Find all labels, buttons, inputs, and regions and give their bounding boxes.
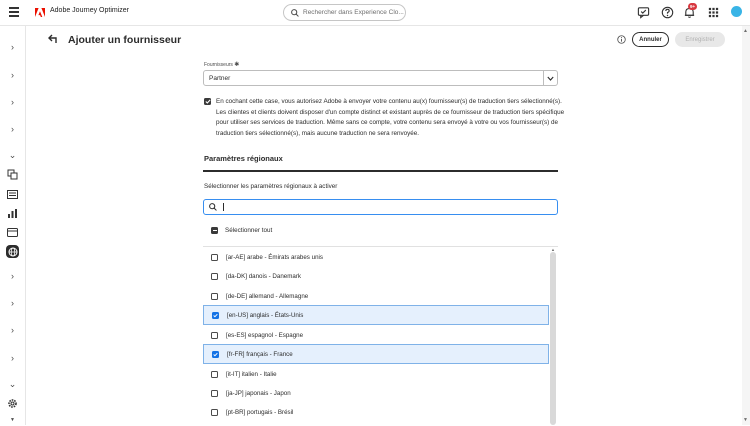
user-avatar[interactable] (731, 6, 742, 17)
rail-chevron-right-icon[interactable]: › (11, 352, 14, 363)
locale-label: [da-DK] danois - Danemark (226, 272, 301, 280)
page-scrollbar[interactable] (742, 26, 750, 425)
save-button[interactable]: Enregistrer (675, 32, 725, 47)
reports-chart-icon[interactable] (6, 207, 19, 220)
rail-chevron-right-icon[interactable]: › (11, 41, 14, 52)
info-icon[interactable] (617, 35, 626, 44)
required-mark: ✱ (234, 62, 240, 68)
rail-chevron-right-icon[interactable]: › (11, 270, 14, 281)
locale-label: [ar-AE] arabe - Émirats arabes unis (226, 253, 323, 261)
locale-select-prompt: Sélectionner les paramètres régionaux à activer (204, 183, 338, 190)
select-all-label[interactable]: Sélectionner tout (225, 227, 273, 234)
locale-checkbox[interactable] (211, 273, 218, 280)
apps-grid-icon[interactable] (707, 6, 720, 19)
locale-checkbox[interactable] (211, 390, 218, 397)
page-scroll-up-icon[interactable]: ▲ (743, 28, 748, 34)
locale-checkbox[interactable] (211, 293, 218, 300)
provider-picker[interactable] (203, 70, 558, 86)
search-placeholder: Rechercher dans Experience Clo... (303, 9, 404, 16)
locale-label: [pt-BR] portugais - Brésil (226, 408, 294, 416)
rail-chevron-right-icon[interactable]: › (11, 297, 14, 308)
app-name[interactable]: Adobe Journey Optimizer (50, 7, 129, 14)
translation-globe-icon[interactable] (6, 245, 19, 258)
search-icon (291, 9, 299, 17)
cancel-button[interactable]: Annuler (632, 32, 669, 47)
rail-chevron-right-icon[interactable]: › (11, 123, 14, 134)
checkmark-icon (213, 352, 218, 357)
rail-chevron-right-icon[interactable]: › (11, 96, 14, 107)
list-item[interactable] (203, 286, 549, 306)
locale-list-scrollbar[interactable] (550, 252, 556, 425)
chevron-down-icon[interactable] (543, 71, 557, 85)
locale-label: [fr-FR] français - France (227, 350, 293, 358)
list-item[interactable] (203, 402, 549, 422)
locale-label: [it-IT] italien - Italie (226, 370, 277, 378)
locale-checkbox[interactable] (211, 371, 218, 378)
top-bar (0, 0, 750, 26)
list-item[interactable] (203, 383, 549, 403)
search-icon (209, 203, 217, 211)
back-arrow-icon[interactable] (48, 34, 60, 44)
page-title: Ajouter un fournisseur (68, 34, 182, 46)
fragments-icon[interactable] (6, 188, 19, 201)
feedback-icon[interactable] (637, 6, 650, 19)
settings-gear-icon[interactable] (6, 397, 19, 410)
list-item[interactable] (203, 247, 549, 267)
providers-label-text: Fournisseurs (204, 62, 233, 68)
hamburger-menu-icon[interactable] (9, 7, 19, 17)
rail-chevron-down-icon[interactable]: ⌄ (8, 379, 17, 389)
content-templates-icon[interactable] (6, 168, 19, 181)
consent-text: En cochant cette case, vous autorisez Adobe à envoyer votre contenu au(x) fournisseur(s) de traduction tiers sélectionné(s). Les clientes et clients doivent disposer d'un compte distinct et existant auprès de ce fournisseur de traduction tiers spécifique pour utiliser ses services de traduction. Même sans ce compte, votre contenu sera envoyé à votre ou vos fournisseur(s) de traduction tiers sélectionné(s), mais aucune traduction ne sera renvoyée. (216, 98, 565, 137)
adobe-logo-icon[interactable] (35, 8, 45, 18)
channels-icon[interactable] (6, 226, 19, 239)
rail-chevron-down-icon[interactable]: ⌄ (8, 150, 17, 160)
provider-picker-value: Partner (209, 75, 231, 82)
locale-checkbox[interactable] (212, 351, 219, 358)
left-rail (0, 26, 26, 425)
select-all-checkbox[interactable] (211, 227, 218, 234)
locale-checkbox[interactable] (211, 254, 218, 261)
locale-checkbox[interactable] (212, 312, 219, 319)
consent-checkbox[interactable] (204, 98, 211, 105)
list-item[interactable] (203, 305, 549, 325)
locale-label: [ja-JP] japonais - Japon (226, 389, 291, 397)
global-search[interactable] (283, 4, 406, 21)
locale-list (203, 246, 558, 425)
help-icon[interactable] (661, 6, 674, 19)
rail-chevron-right-icon[interactable]: › (11, 324, 14, 335)
locale-checkbox[interactable] (211, 332, 218, 339)
section-divider (203, 170, 558, 172)
list-item[interactable] (203, 364, 549, 384)
locale-label: [en-US] anglais - États-Unis (227, 311, 304, 319)
regional-section-title: Paramètres régionaux (204, 154, 283, 163)
list-item[interactable] (203, 266, 549, 286)
list-item[interactable] (203, 325, 549, 345)
locale-checkbox[interactable] (211, 409, 218, 416)
checkmark-icon (205, 99, 211, 104)
providers-field-label (204, 61, 239, 68)
page-scroll-down-icon[interactable]: ▼ (743, 417, 748, 423)
checkmark-icon (213, 313, 218, 318)
list-scroll-up-icon[interactable]: ▲ (551, 247, 555, 252)
rail-scroll-down-icon[interactable]: ▼ (10, 416, 15, 423)
locale-search-input[interactable] (203, 199, 558, 215)
notification-badge: 9+ (690, 4, 696, 9)
list-item[interactable] (203, 344, 549, 364)
locale-label: [es-ES] espagnol - Espagne (226, 331, 304, 339)
text-cursor (223, 203, 224, 211)
rail-chevron-right-icon[interactable]: › (11, 69, 14, 80)
locale-label: [de-DE] allemand - Allemagne (226, 292, 309, 300)
